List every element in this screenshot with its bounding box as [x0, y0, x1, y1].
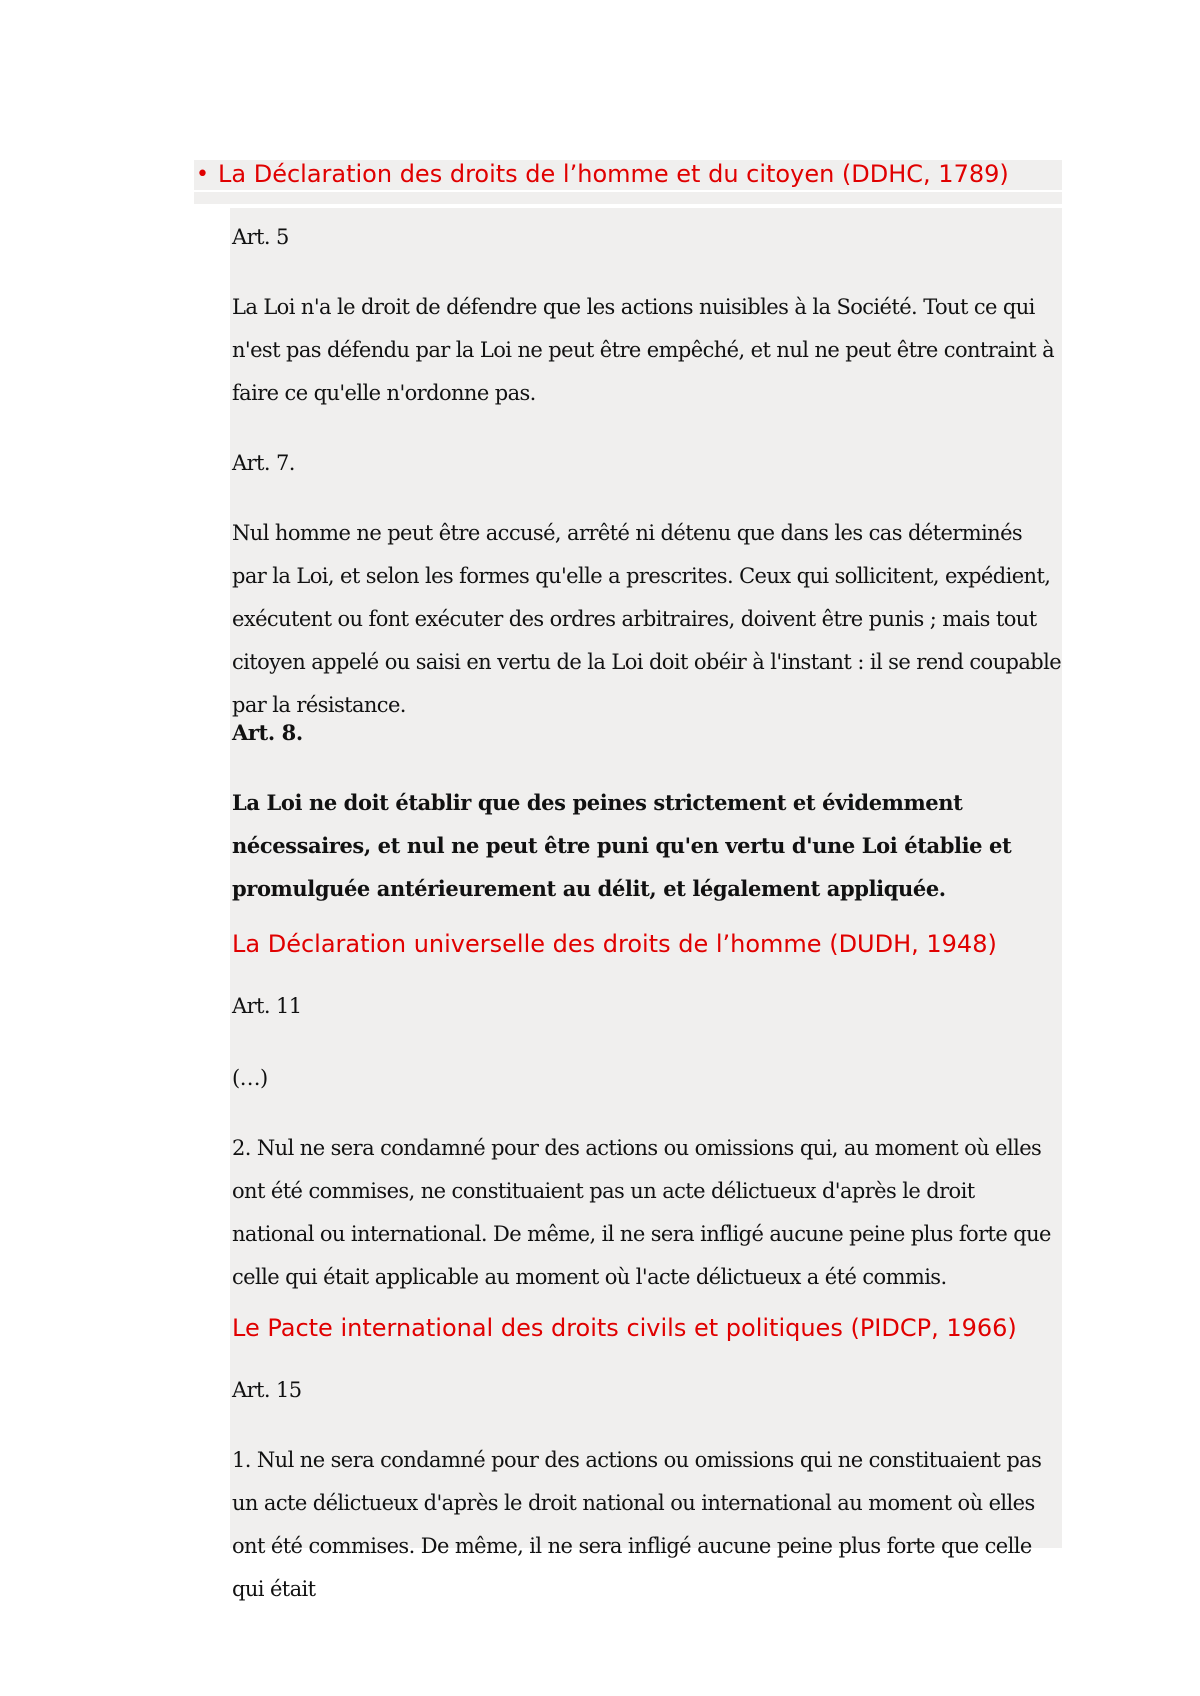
art15-text: 1. Nul ne sera condamné pour des actions ou omissions qui ne constituaient pas un acte délictueux d'après le droit national ou international au moment où elles ont été commises. De même, il ne sera infligé aucune peine plus forte que celle qui était [232, 1448, 1042, 1601]
art8-text: La Loi ne doit établir que des peines strictement et évidemment nécessaires, et nul ne peut être puni qu'en vertu d'une Loi établie et promulguée antérieurement au délit, et légalement appliquée. [232, 790, 1012, 901]
heading-highlight-underline [194, 192, 1062, 204]
art15-label: Art. 15 [232, 1378, 302, 1402]
bullet-icon [196, 164, 204, 172]
art11-text: 2. Nul ne sera condamné pour des actions ou omissions qui, au moment où elles ont été commises, ne constituaient pas un acte délictueux d'après le droit national ou international. De même, il ne sera infligé aucune peine plus forte que celle qui était applicable au moment où l'acte délictueux a été commis. [232, 1136, 1051, 1289]
ddhc-heading: La Déclaration des droits de l’homme et du citoyen (DDHC, 1789) [218, 160, 1009, 188]
art8-label: Art. 8. [232, 720, 303, 745]
pidcp-heading: Le Pacte international des droits civils et politiques (PIDCP, 1966) [232, 1314, 1017, 1342]
art7-text: Nul homme ne peut être accusé, arrêté ni détenu que dans les cas déterminés par la Loi, et selon les formes qu'elle a prescrites. Ceux qui sollicitent, expédient, exécutent ou font exécuter des ordres arbitraires, doivent être punis ; mais tout citoyen appelé ou saisi en vertu de la Loi doit obéir à l'instant : il se rend coupable par la résistance. [232, 521, 1062, 717]
art11-ellipsis: (…) [232, 1066, 268, 1090]
art5-text: La Loi n'a le droit de défendre que les actions nuisibles à la Société. Tout ce qui n'est pas défendu par la Loi ne peut être empêché, et nul ne peut être contraint à faire ce qu'elle n'ordonne pas. [232, 295, 1054, 405]
art7-label: Art. 7. [232, 451, 295, 475]
dudh-heading: La Déclaration universelle des droits de l’homme (DUDH, 1948) [232, 930, 997, 958]
art11-label: Art. 11 [232, 994, 302, 1018]
art5-label: Art. 5 [232, 225, 289, 249]
